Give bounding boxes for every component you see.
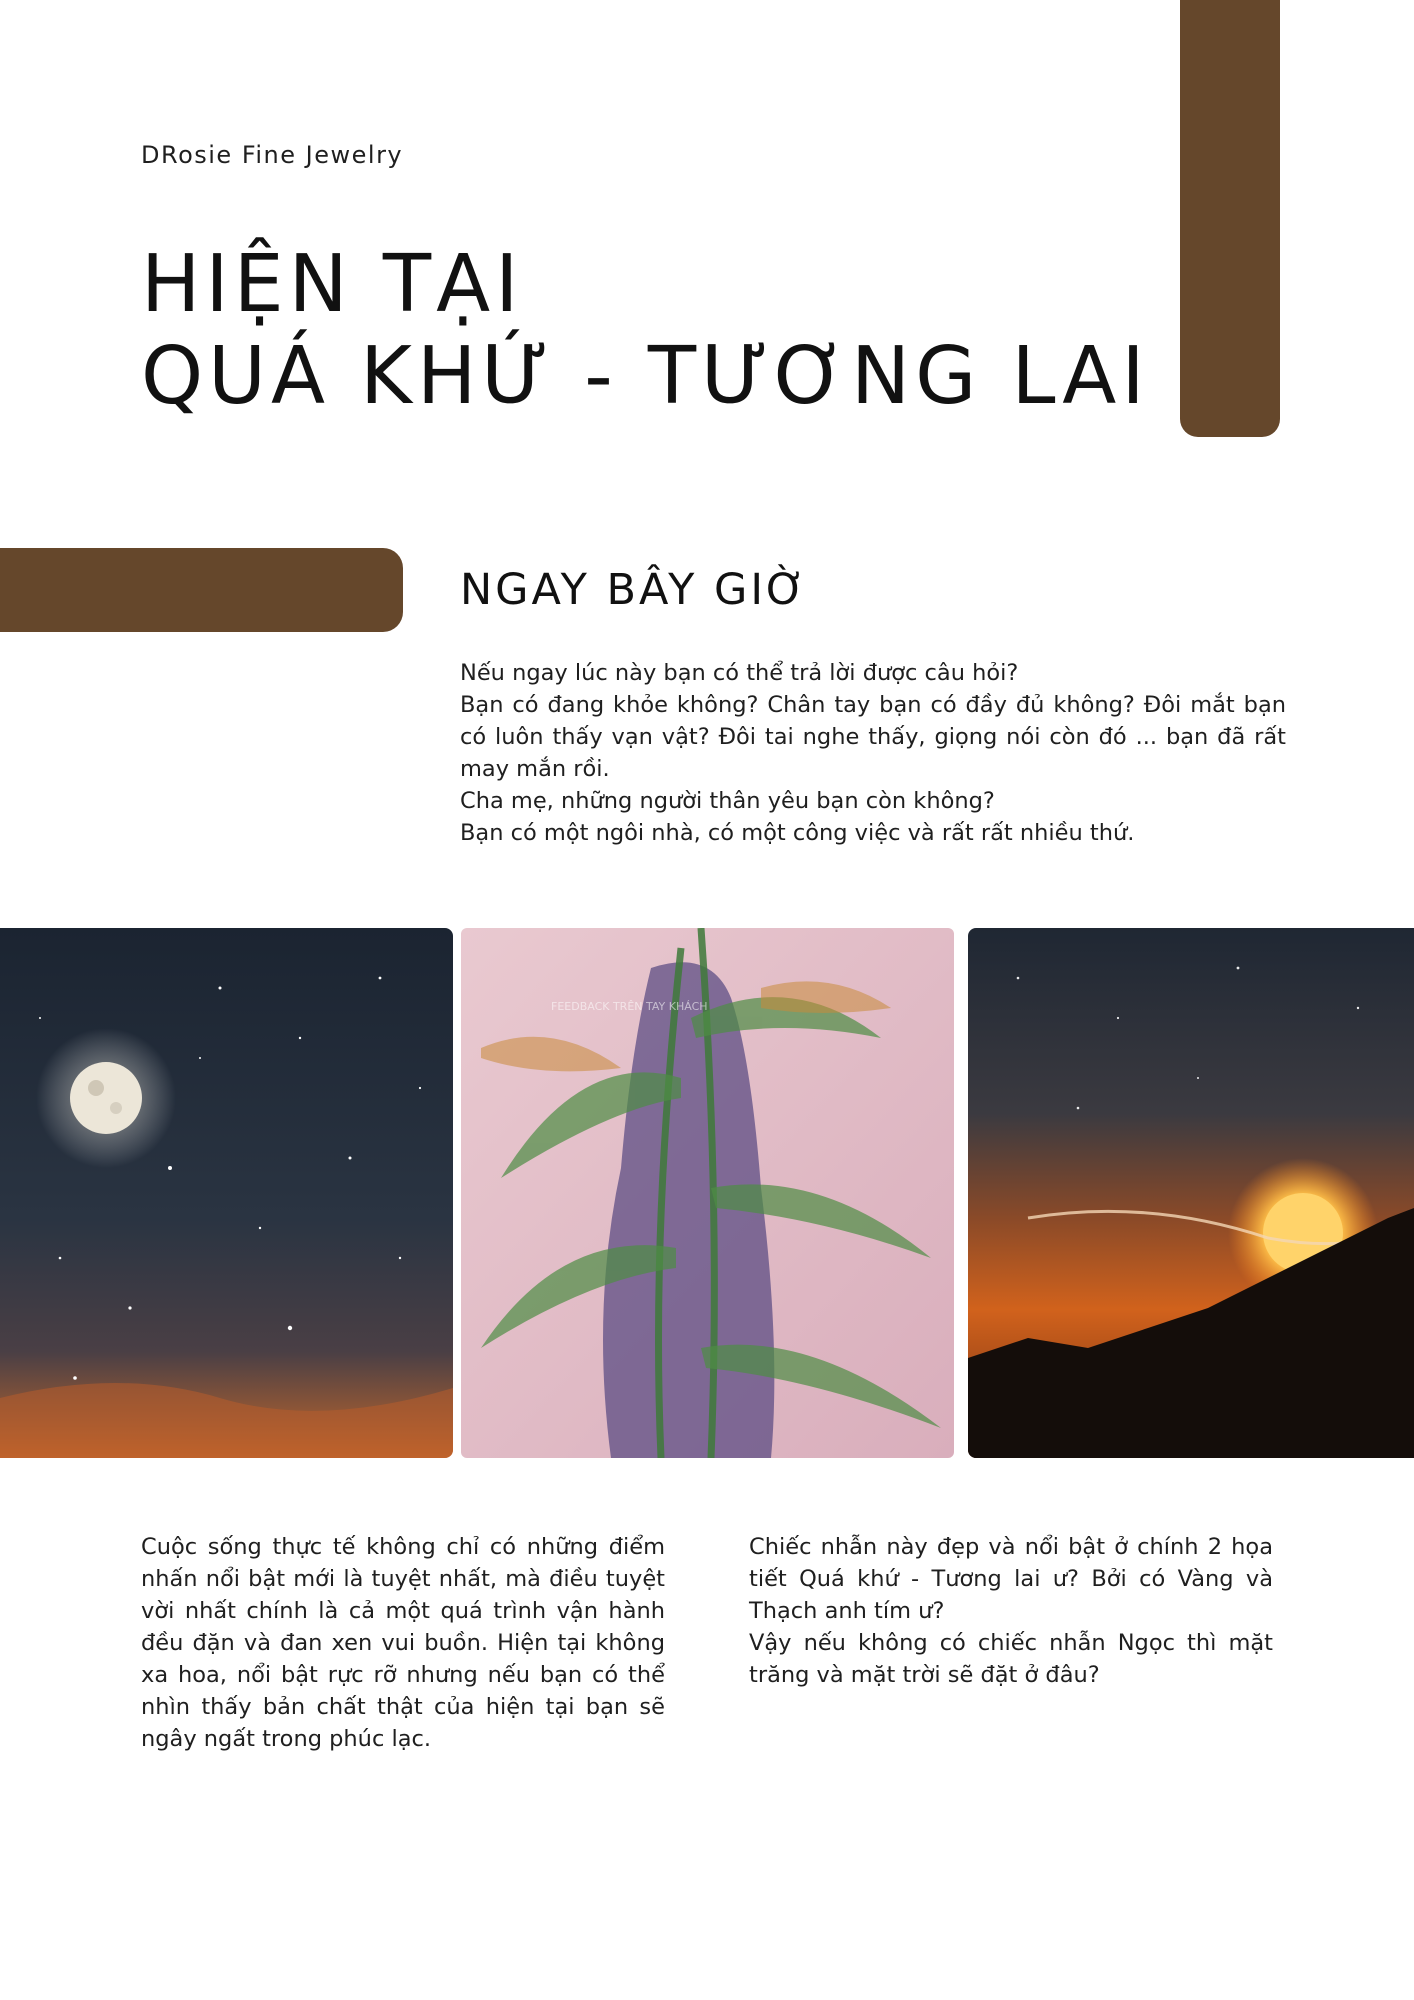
sunset-photo (968, 928, 1414, 1458)
moon-night-sky-photo (0, 928, 453, 1458)
left-paragraph: Cuộc sống thực tế không chỉ có những điểm nhấn nổi bật mới là tuyệt nhất, mà điều tuyệt vời nhất chính là cả một quá trình vận hành đều đặn và đan xen vui buồn. Hiện tại không xa hoa, nổi bật rực rỡ nhưng nếu bạn có thể nhìn thấy bản chất thật của hiện tại bạn sẽ ngây ngất trong phúc lạc. (141, 1534, 665, 1752)
section-heading: NGAY BÂY GIỜ (460, 565, 809, 615)
left-column-text (141, 1531, 665, 1755)
decorative-brown-bar-left (0, 548, 403, 632)
title-line-1: HIỆN TẠI (141, 238, 524, 330)
intro-paragraphs (460, 657, 1286, 849)
intro-line: Nếu ngay lúc này bạn có thể trả lời được câu hỏi? (460, 660, 1019, 686)
brand-name: DRosie Fine Jewelry (141, 141, 404, 169)
photo-watermark: FEEDBACK TRÊN TAY KHÁCH (551, 1000, 708, 1013)
right-paragraph: Chiếc nhẫn này đẹp và nổi bật ở chính 2 họa tiết Quá khứ - Tương lai ư? Bởi có Vàng và Thạch anh tím ư? (749, 1534, 1273, 1624)
right-column-text (749, 1531, 1273, 1691)
page-title (141, 238, 1150, 422)
intro-line: Bạn có đang khỏe không? Chân tay bạn có đầy đủ không? Đôi mắt bạn có luôn thấy vạn vật? Đôi tai nghe thấy, giọng nói còn đó ... bạn đã rất may mắn rồi. (460, 692, 1286, 782)
title-line-2: QUÁ KHỨ - TƯƠNG LAI (141, 330, 1150, 422)
intro-line: Bạn có một ngôi nhà, có một công việc và rất rất nhiều thứ. (460, 820, 1135, 846)
decorative-brown-bar-top (1180, 0, 1280, 437)
intro-line: Cha mẹ, những người thân yêu bạn còn không? (460, 788, 995, 814)
right-paragraph: Vậy nếu không có chiếc nhẫn Ngọc thì mặt trăng và mặt trời sẽ đặt ở đâu? (749, 1630, 1273, 1688)
woman-with-plants-photo (461, 928, 954, 1458)
